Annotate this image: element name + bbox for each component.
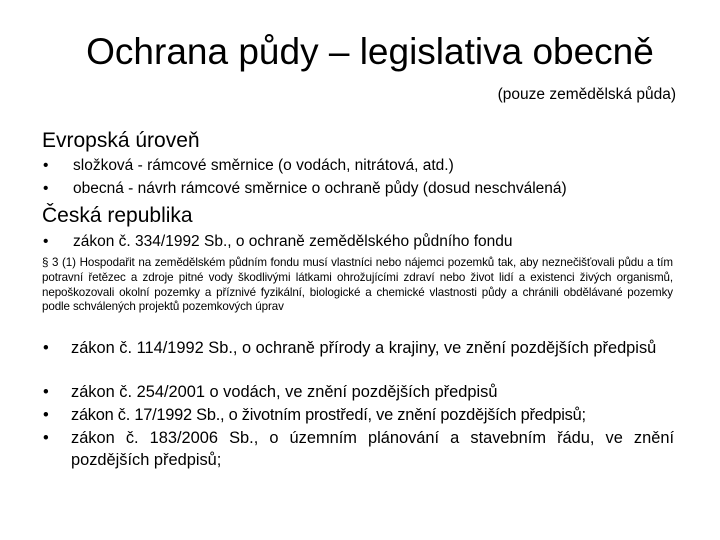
bullet-icon: • <box>43 383 49 401</box>
bullet-icon: • <box>43 429 49 447</box>
bullet-icon: • <box>43 406 49 424</box>
bullet-text: obecná - návrh rámcové směrnice o ochraně půdy (dosud neschválená) <box>73 180 567 197</box>
slide-subtitle: (pouze zemědělská půda) <box>497 86 676 103</box>
bullet-icon: • <box>43 180 49 197</box>
law-text: zákon č. 254/2001 o vodách, ve znění pozdějších předpisů <box>71 383 498 401</box>
section-heading-eu: Evropská úroveň <box>42 129 200 152</box>
bullet-icon: • <box>43 233 49 250</box>
bullet-text: zákon č. 334/1992 Sb., o ochraně zemědělského půdního fondu <box>73 233 513 250</box>
law-text: zákon č. 17/1992 Sb., o životním prostředí, ve znění pozdějších předpisů; <box>71 406 586 424</box>
bullet-item-eu-1 <box>43 156 454 176</box>
section-heading-cz: Česká republika <box>42 204 193 227</box>
law-item-4 <box>43 427 674 471</box>
law-item-3 <box>43 404 674 426</box>
bullet-item-eu-2 <box>43 179 567 199</box>
law-item-2 <box>43 381 674 403</box>
law-text: zákon č. 114/1992 Sb., o ochraně přírody a krajiny, ve znění pozdějších předpisů <box>71 339 657 357</box>
slide-title: Ochrana půdy – legislativa obecně <box>86 31 654 72</box>
bullet-text: složková - rámcové směrnice (o vodách, nitrátová, atd.) <box>73 157 454 174</box>
bullet-icon: • <box>43 157 49 174</box>
law-item-1 <box>43 337 674 359</box>
law-text: zákon č. 183/2006 Sb., o územním plánování a stavebním řádu, ve znění pozdějších předpisů; <box>71 429 674 469</box>
bullet-item-cz-1 <box>43 232 513 252</box>
law-paragraph-quote: § 3 (1) Hospodařit na zemědělském půdním fondu musí vlastníci nebo nájemci pozemků tak, aby neznečišťovali půdu a tím potravní řetězec a zdroje pitné vody škodlivými látkami ohrožujícími zdraví nebo život lidí a existenci živých organismů, nepoškozovali okolní pozemky a příznivé fyzikální, biologické a chemické vlastnosti půdy a chránili obdělávané pozemky podle schválených projektů pozemkových úprav <box>42 256 673 314</box>
bullet-icon: • <box>43 339 49 357</box>
